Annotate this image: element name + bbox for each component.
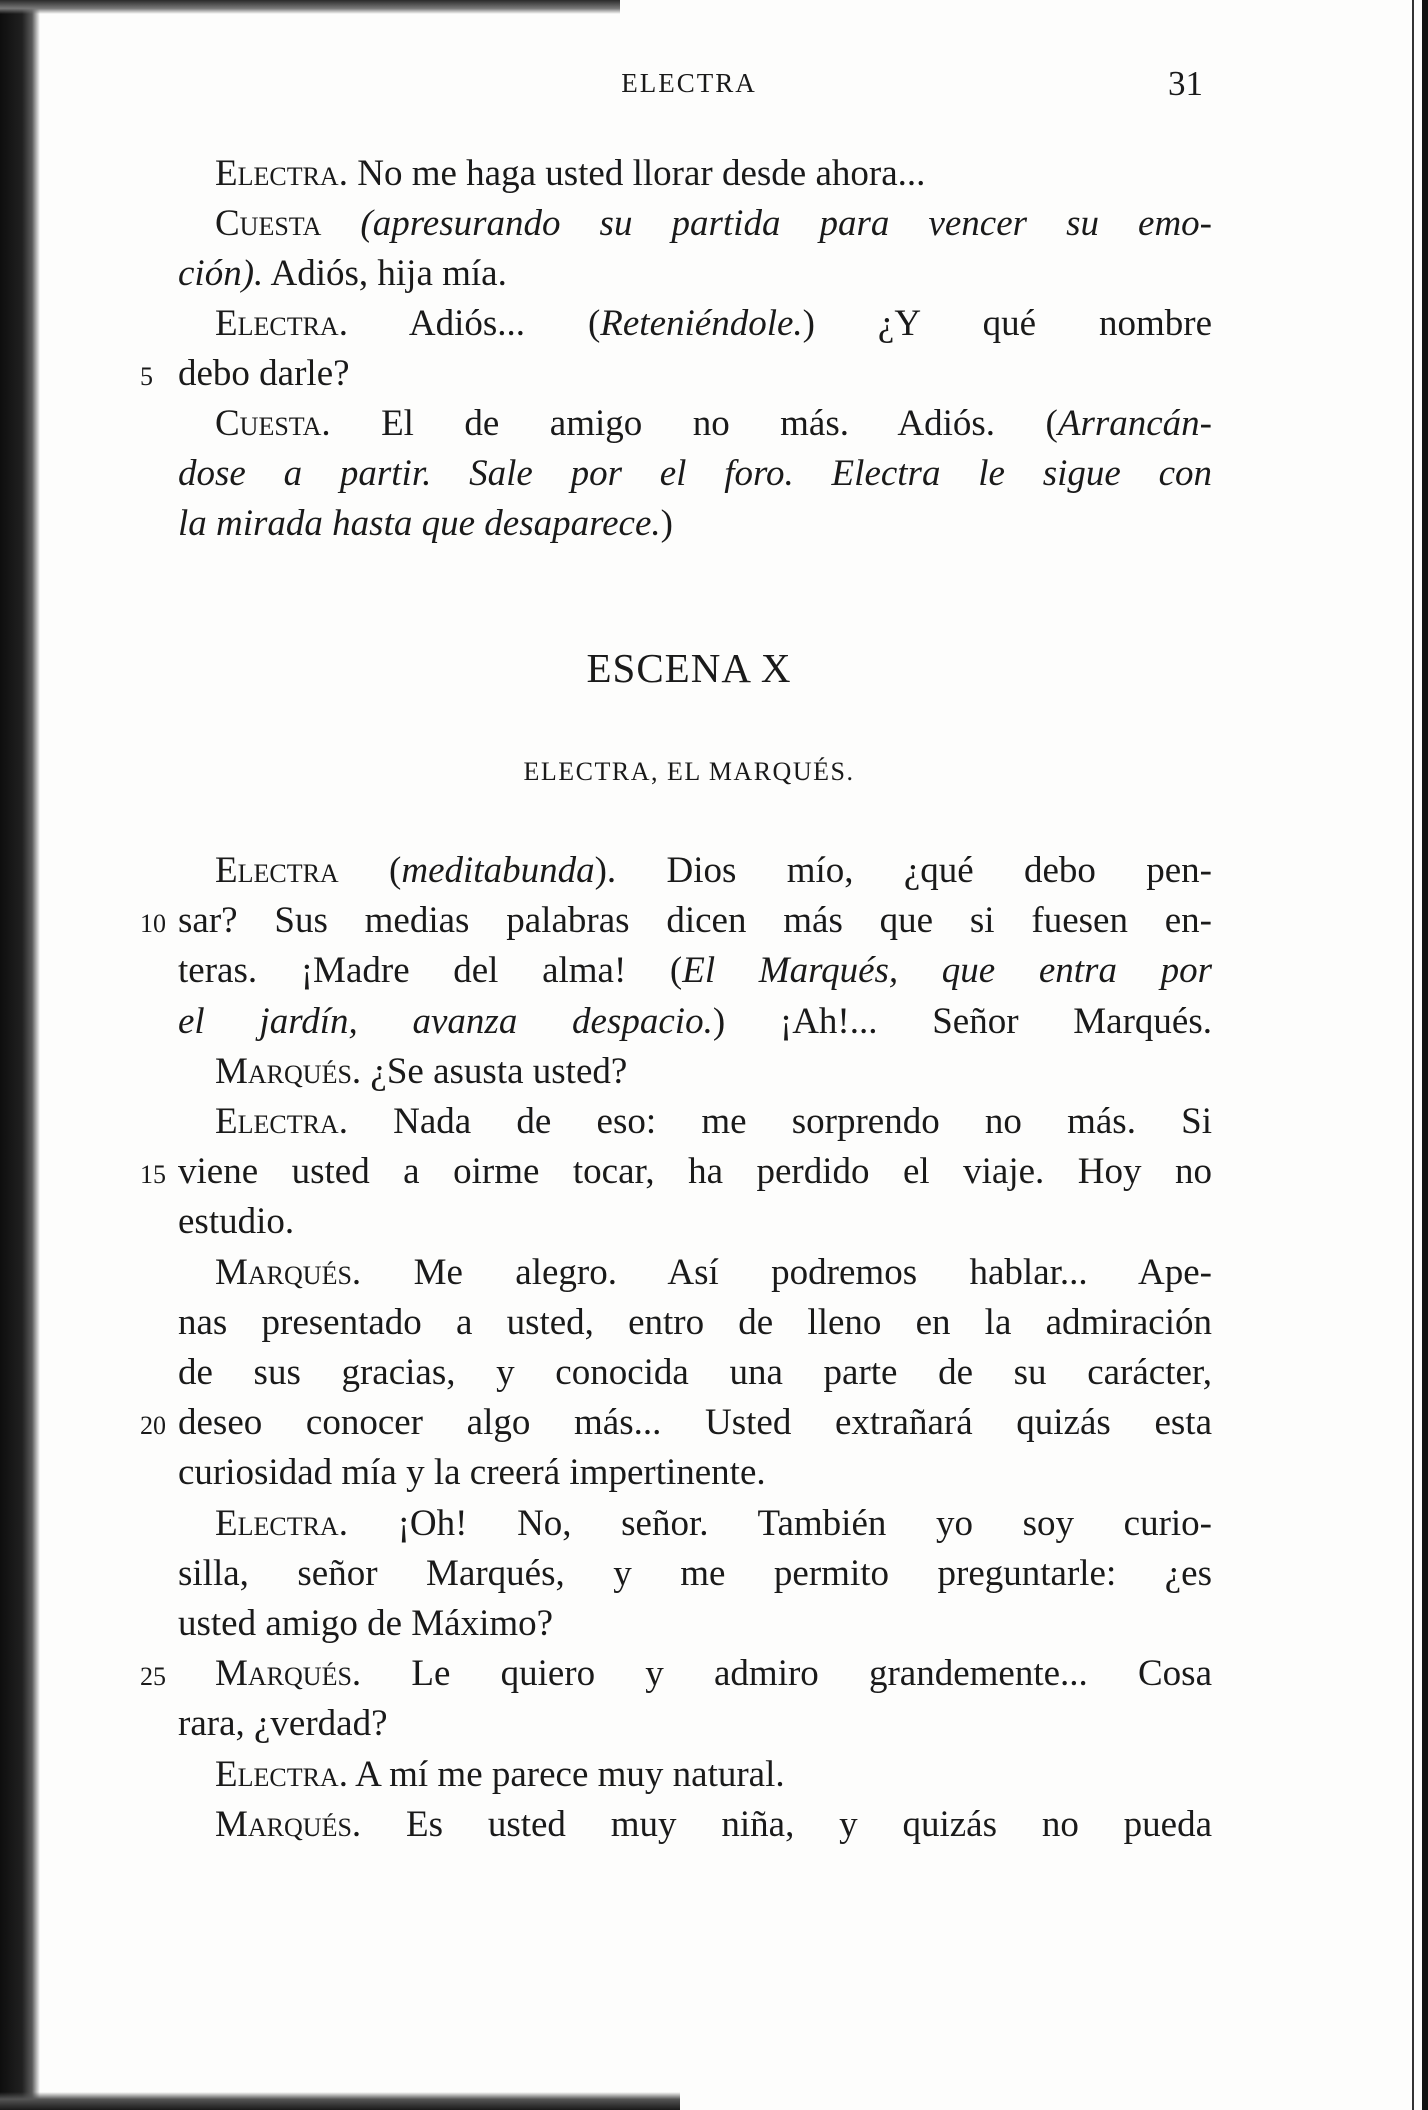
- text-line: [178, 450, 1212, 498]
- dialogue-text: silla, señor Marqués, y me permito preguntarle: ¿es: [178, 1552, 1212, 1594]
- speaker-name: Electra: [215, 850, 339, 891]
- dialogue-text: ). Dios mío, ¿qué debo pen-: [594, 850, 1212, 891]
- speaker-name: Electra.: [215, 1101, 348, 1142]
- text-line: [215, 150, 1212, 198]
- text-line: [178, 1700, 1212, 1748]
- dialogue-text: deseo conocer algo más... Usted extrañará quizás esta: [178, 1402, 1212, 1444]
- text-line: [215, 1650, 1212, 1698]
- stage-direction: (apresurando su partida para vencer su emo-: [321, 203, 1212, 244]
- page-right-edge-line: [1412, 0, 1414, 2110]
- scene-title: ESCENA X: [586, 645, 792, 691]
- text-line: [178, 1198, 1212, 1246]
- speaker-name: Marqués.: [215, 1050, 362, 1092]
- text-line: [178, 998, 1212, 1046]
- line-number: 25: [140, 1662, 166, 1692]
- stage-direction: la mirada hasta que desaparece.: [178, 503, 661, 544]
- dialogue-text: ¿Se asusta usted?: [361, 1050, 628, 1092]
- speaker-name: Marqués.: [215, 1251, 362, 1293]
- text-line: [215, 400, 1212, 448]
- speaker-name: Electra.: [215, 303, 348, 344]
- dialogue-text: Me alegro. Así podremos hablar... Ape-: [361, 1251, 1212, 1293]
- dialogue-text: viene usted a oirme tocar, ha perdido el viaje. Hoy no: [178, 1151, 1212, 1193]
- speaker-name: Marqués.: [215, 1803, 362, 1845]
- dialogue-text: A mí me parece muy natural.: [347, 1753, 785, 1795]
- dialogue-text: ¡Oh! No, señor. También yo soy curio-: [347, 1502, 1212, 1544]
- text-line: [178, 1299, 1212, 1347]
- stage-direction: Arrancán-: [1057, 403, 1212, 444]
- running-header: ELECTRA: [621, 68, 757, 98]
- text-line: [178, 250, 1212, 298]
- dialogue-text: estudio.: [178, 1201, 295, 1243]
- speaker-name: Electra.: [215, 1753, 348, 1795]
- stage-direction: meditabunda: [401, 850, 595, 891]
- scene-cast: ELECTRA, EL MARQUÉS.: [523, 757, 855, 786]
- text-line: [178, 1449, 1212, 1497]
- speaker-name: Marqués.: [215, 1653, 362, 1695]
- text-line: [178, 500, 1212, 548]
- speaker-name: Electra.: [215, 1502, 348, 1544]
- text-line: [178, 1349, 1212, 1397]
- text-line: [215, 300, 1212, 348]
- dialogue-text: Le quiero y admiro grandemente... Cosa: [361, 1653, 1212, 1695]
- text-line: [215, 847, 1212, 895]
- stage-direction: ción).: [178, 253, 264, 294]
- dialogue-text: Adiós... (: [347, 303, 601, 344]
- text-line: [178, 947, 1212, 995]
- dialogue-text: curiosidad mía y la creerá impertinente.: [178, 1452, 766, 1494]
- text-line: [178, 897, 1212, 945]
- stage-direction: el jardín, avanza despacio.: [178, 1000, 713, 1042]
- line-number: 5: [140, 362, 153, 391]
- dialogue-text: No me haga usted llorar desde ahora...: [347, 153, 926, 194]
- line-number: 10: [140, 909, 166, 939]
- dialogue-text: debo darle?: [178, 353, 350, 394]
- text-line: [215, 1249, 1212, 1297]
- stage-direction: Reteniéndole.: [600, 303, 803, 344]
- speaker-name: Cuesta: [215, 203, 322, 244]
- stage-direction: dose a partir. Sale por el foro. Electra le sigue con: [178, 453, 1212, 494]
- stage-direction: El Marqués, que entra por: [682, 950, 1212, 992]
- text-line: [178, 1148, 1212, 1196]
- page-top-shadow: [0, 0, 620, 14]
- dialogue-text: rara, ¿verdad?: [178, 1703, 388, 1745]
- dialogue-text: El de amigo no más. Adiós. (: [330, 403, 1058, 444]
- text-line: [215, 1048, 1212, 1096]
- dialogue-text: Adiós, hija mía.: [263, 253, 507, 294]
- line-number: 20: [140, 1411, 166, 1441]
- text-line: [215, 1801, 1212, 1849]
- text-line: [178, 1399, 1212, 1447]
- text-line: [178, 1550, 1212, 1598]
- dialogue-text: ) ¿Y qué nombre: [802, 303, 1212, 344]
- dialogue-text: sar? Sus medias palabras dicen más que si fuesen en-: [178, 900, 1212, 942]
- text-line: [215, 1098, 1212, 1146]
- text-line: [178, 1600, 1212, 1648]
- line-number: 15: [140, 1160, 166, 1190]
- page-number: 31: [1168, 64, 1203, 103]
- text-line: [215, 1751, 1212, 1799]
- dialogue-text: de sus gracias, y conocida una parte de su carácter,: [178, 1352, 1212, 1393]
- page-bottom-shadow: [0, 2092, 680, 2110]
- book-spine-shadow: [0, 0, 40, 2110]
- dialogue-text: Es usted muy niña, y quizás no pueda: [361, 1803, 1212, 1845]
- speaker-name: Cuesta.: [215, 403, 331, 444]
- dialogue-text: ) ¡Ah!... Señor Marqués.: [712, 1000, 1212, 1042]
- speaker-name: Electra.: [215, 153, 348, 194]
- page-right-edge: [1422, 0, 1428, 2110]
- text-line: [215, 1500, 1212, 1548]
- dialogue-text: usted amigo de Máximo?: [178, 1603, 554, 1644]
- dialogue-text: Nada de eso: me sorprendo no más. Si: [347, 1101, 1212, 1142]
- dialogue-text: nas presentado a usted, entro de lleno en la admiración: [178, 1301, 1212, 1343]
- text-line: [178, 350, 1212, 398]
- dialogue-text: ): [660, 503, 673, 544]
- dialogue-text: teras. ¡Madre del alma! (: [178, 950, 683, 992]
- text-line: [215, 200, 1212, 248]
- dialogue-text: (: [338, 850, 402, 891]
